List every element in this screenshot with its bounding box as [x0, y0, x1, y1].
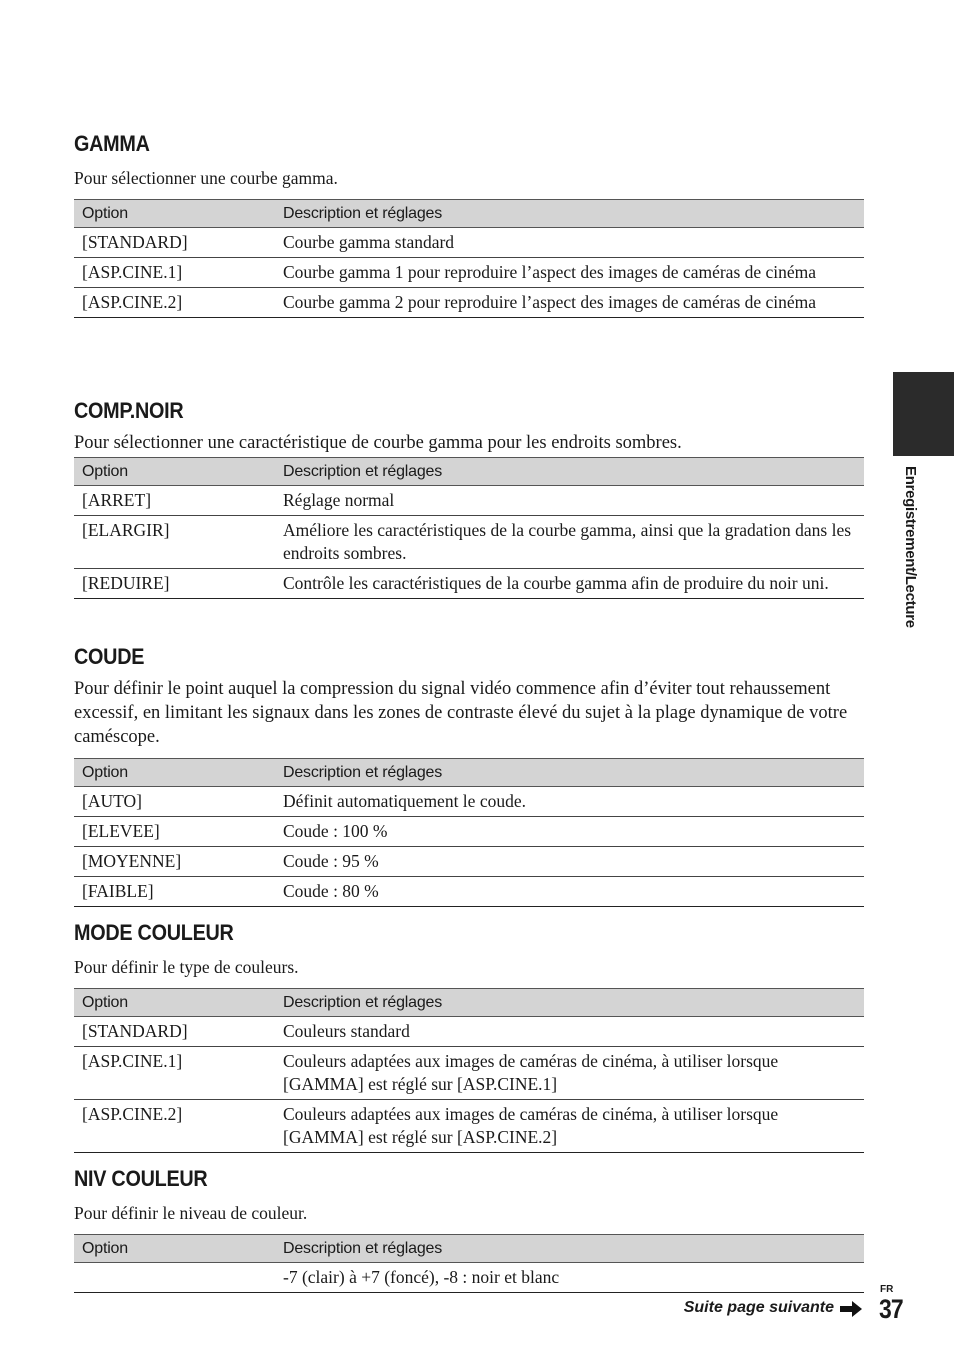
section-coude	[74, 643, 864, 907]
section-mode-couleur	[74, 919, 864, 1153]
table-header	[74, 759, 864, 787]
table-header	[74, 1235, 864, 1263]
option-cell: [STANDARD]	[74, 1017, 275, 1047]
option-cell: [MOYENNE]	[74, 847, 275, 877]
option-cell: [FAIBLE]	[74, 877, 275, 907]
table-row	[74, 486, 864, 516]
option-cell: [ELEVEE]	[74, 817, 275, 847]
table-header	[74, 989, 864, 1017]
header-description: Description et réglages	[275, 458, 864, 486]
description-cell: Coude : 100 %	[275, 817, 864, 847]
options-table	[74, 199, 864, 318]
options-table	[74, 457, 864, 599]
section-intro: Pour sélectionner une courbe gamma.	[74, 168, 338, 188]
description-cell: Courbe gamma 1 pour reproduire l’aspect des images de caméras de cinéma	[275, 258, 864, 288]
section-title: GAMMA	[74, 131, 150, 156]
option-cell: [ASP.CINE.1]	[74, 258, 275, 288]
description-cell: Améliore les caractéristiques de la courbe gamma, ainsi que la gradation dans les endroits sombres.	[275, 516, 864, 569]
side-tab-text: Enregistrement/Lecture	[902, 466, 919, 628]
table-row	[74, 1100, 864, 1153]
section-gamma	[74, 130, 864, 318]
section-comp-noir	[74, 397, 864, 599]
header-option: Option	[74, 759, 275, 787]
table-row	[74, 847, 864, 877]
options-table	[74, 988, 864, 1153]
description-cell: Contrôle les caractéristiques de la courbe gamma afin de produire du noir uni.	[275, 569, 864, 599]
table-row	[74, 1047, 864, 1100]
option-cell: [STANDARD]	[74, 228, 275, 258]
section-intro: Pour définir le point auquel la compression du signal vidéo commence afin d’éviter tout rehaussement excessif, en limitant les signaux dans les zones de contraste élevé du sujet à la plage dynamique de votre caméscope.	[74, 679, 848, 747]
table-header	[74, 200, 864, 228]
side-tab-label	[895, 466, 919, 666]
header-option: Option	[74, 989, 275, 1017]
section-title: COUDE	[74, 644, 145, 669]
section-intro: Pour définir le niveau de couleur.	[74, 1203, 308, 1223]
option-cell: [ASP.CINE.1]	[74, 1047, 275, 1100]
description-cell: Couleurs standard	[275, 1017, 864, 1047]
description-cell: Réglage normal	[275, 486, 864, 516]
description-cell: Coude : 95 %	[275, 847, 864, 877]
next-page-text: Suite page suivante	[683, 1299, 834, 1316]
option-cell: [ASP.CINE.2]	[74, 288, 275, 318]
arrow-right-icon	[840, 1301, 862, 1317]
table-row	[74, 877, 864, 907]
option-cell: [ASP.CINE.2]	[74, 1100, 275, 1153]
description-cell: Courbe gamma 2 pour reproduire l’aspect des images de caméras de cinéma	[275, 288, 864, 318]
header-description: Description et réglages	[275, 200, 864, 228]
description-cell: Courbe gamma standard	[275, 228, 864, 258]
description-cell: Couleurs adaptées aux images de caméras de cinéma, à utiliser lorsque [GAMMA] est réglé sur [ASP.CINE.2]	[275, 1100, 864, 1153]
option-cell: [ELARGIR]	[74, 516, 275, 569]
option-cell: [ARRET]	[74, 486, 275, 516]
option-cell	[74, 1263, 275, 1293]
section-intro: Pour définir le type de couleurs.	[74, 957, 299, 977]
description-cell: Définit automatiquement le coude.	[275, 787, 864, 817]
header-option: Option	[74, 1235, 275, 1263]
header-description: Description et réglages	[275, 1235, 864, 1263]
header-description: Description et réglages	[275, 759, 864, 787]
section-title: NIV COULEUR	[74, 1166, 208, 1191]
side-tab-marker	[893, 372, 954, 456]
description-cell: Coude : 80 %	[275, 877, 864, 907]
description-cell: Couleurs adaptées aux images de caméras de cinéma, à utiliser lorsque [GAMMA] est réglé sur [ASP.CINE.1]	[275, 1047, 864, 1100]
table-row	[74, 288, 864, 318]
table-row	[74, 1263, 864, 1293]
table-row	[74, 258, 864, 288]
table-row	[74, 817, 864, 847]
table-header	[74, 458, 864, 486]
page-number: 37	[879, 1294, 903, 1324]
section-title: COMP.NOIR	[74, 398, 184, 423]
option-cell: [AUTO]	[74, 787, 275, 817]
page-footer	[600, 1284, 910, 1326]
section-niv-couleur	[74, 1165, 864, 1293]
table-row	[74, 787, 864, 817]
description-cell: -7 (clair) à +7 (foncé), -8 : noir et blanc	[275, 1263, 864, 1293]
section-intro: Pour sélectionner une caractéristique de courbe gamma pour les endroits sombres.	[74, 433, 682, 453]
table-row	[74, 569, 864, 599]
options-table	[74, 758, 864, 907]
table-row	[74, 1017, 864, 1047]
option-cell: [REDUIRE]	[74, 569, 275, 599]
table-row	[74, 516, 864, 569]
header-description: Description et réglages	[275, 989, 864, 1017]
options-table	[74, 1234, 864, 1293]
section-title: MODE COULEUR	[74, 920, 234, 945]
language-code: FR	[880, 1284, 894, 1295]
header-option: Option	[74, 458, 275, 486]
table-row	[74, 228, 864, 258]
header-option: Option	[74, 200, 275, 228]
